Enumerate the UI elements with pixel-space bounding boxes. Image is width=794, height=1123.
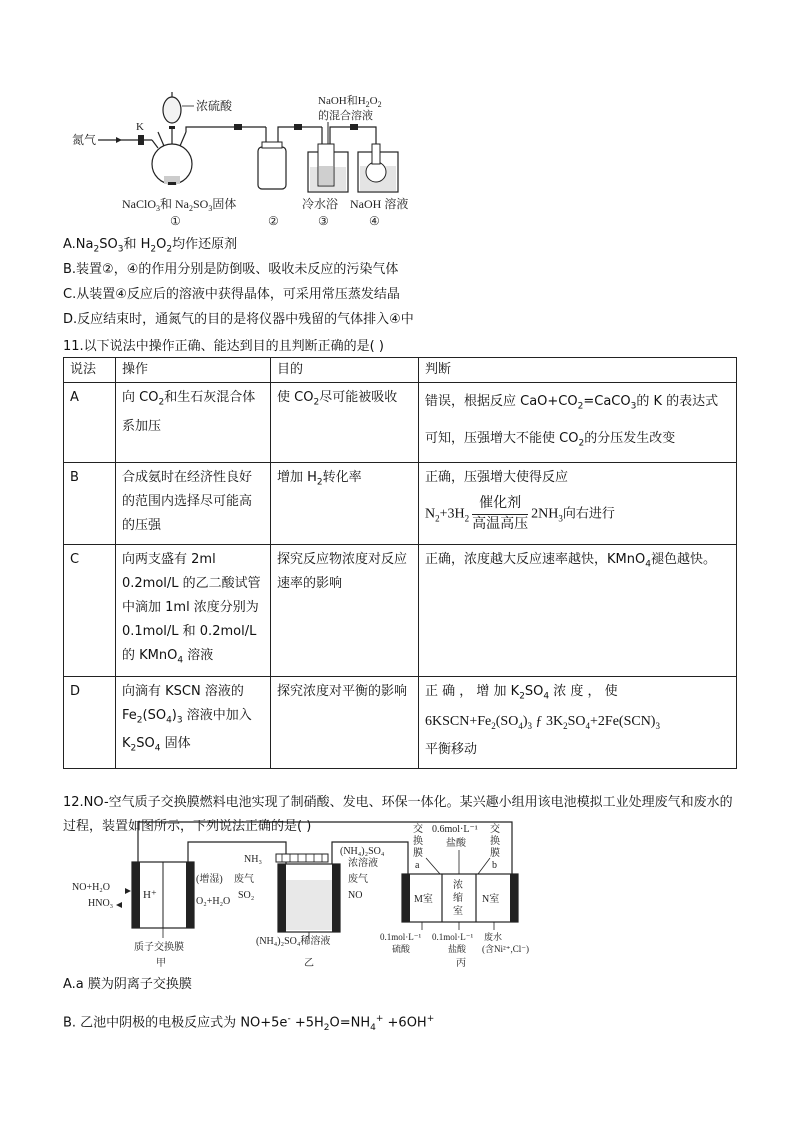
solid-reagent-label: NaClO$_3$和 $Na_2SO_3$固体: [122, 197, 237, 213]
judgement-text: 平衡移动: [425, 742, 478, 758]
q11-table: [63, 357, 737, 769]
judgement-cell: 正确，浓度越大反应速率越快，KMnO$_4$褪色越快。: [419, 545, 737, 677]
membrane-a-label-2: 换: [413, 836, 423, 847]
membrane-b-label-1: 交: [490, 824, 500, 835]
hcl-01-label-2: 盐酸: [448, 944, 467, 954]
device-number-3: ③: [318, 214, 329, 228]
operation-cell: 向滴有 KSCN 溶液的 $Fe_2(SO_4)_3$ 溶液中加入 $K_2SO_4$ 固体: [116, 676, 271, 768]
hcl-01-label-1: 0.1mol·L⁻¹: [432, 932, 474, 942]
judgement-cell: 错误，根据反应 $CaO+CO_2=CaCO_3$的 K 的表达式可知，压强增大不能使 $CO_2$的分压发生改变: [419, 383, 737, 463]
table-row-c: [64, 545, 737, 677]
membrane-a-label-1: 交: [413, 824, 423, 835]
q11-stem: 11.以下说法中操作正确、能达到目的且判断正确的是( ): [63, 339, 384, 354]
ammonia-label: NH₃: [244, 854, 262, 865]
dropping-funnel: [163, 97, 181, 123]
goal-cell: 使 $CO_2$尽可能被吸收: [271, 383, 419, 463]
m-room-label: M室: [414, 894, 433, 905]
conc-ammonium-sulfate-label-1: (NH₄)₂SO₄: [340, 846, 385, 857]
sulfuric-acid-label-2: 硫酸: [392, 944, 411, 954]
ammonia-equation: $N_2+3H_2$ 催化剂 高温高压 $2NH_3$向右进行: [425, 494, 730, 535]
n-room-label: N室: [482, 894, 500, 905]
operation-cell: 合成氨时在经济性良好的范围内选择尽可能高的压强: [116, 463, 271, 545]
conc-ammonium-sulfate-label-2: 浓溶液: [348, 858, 378, 869]
header-cell: 说法: [64, 358, 116, 383]
judgement-cell: [419, 676, 737, 768]
goal-cell: 探究浓度对平衡的影响: [271, 676, 419, 768]
operation-cell: 向两支盛有 2ml 0.2mol/L 的乙二酸试管中滴加 1ml 浓度分别为 0.1mol/L 和 0.2mol/L 的 KMnO$_4$ 溶液: [116, 545, 271, 677]
cell-jia-label: 甲: [156, 958, 166, 969]
dilute-ammonium-sulfate-label: (NH₄)₂SO₄稀溶液: [256, 936, 331, 947]
q10-option-b: B.装置②，④的作用分别是防倒吸、吸收未反应的污染气体: [63, 262, 399, 277]
cold-bath-label: 冷水浴: [302, 197, 339, 211]
goal-cell: 探究反应物浓度对反应速率的影响: [271, 545, 419, 677]
row-label: B: [64, 463, 116, 545]
waste-gas-right-label: 废气: [348, 874, 368, 885]
no-label: NO: [348, 890, 363, 901]
cell-yi-label: 乙: [304, 958, 314, 969]
no-water-label: NO+H₂O: [72, 882, 111, 893]
sulfuric-acid-label-1: 0.1mol·L⁻¹: [380, 932, 422, 942]
device-number-2: ②: [268, 214, 279, 228]
mixed-solution-label-2: 的混合溶液: [318, 110, 373, 122]
valve-k-label: K: [136, 121, 144, 133]
mixed-solution-label-1: NaOH和$H_2O_2$: [318, 95, 382, 109]
waste-gas-left-label: 废气: [234, 874, 254, 885]
humidified-label: (增湿): [196, 874, 223, 885]
table-row-a: [64, 383, 737, 463]
device-number-1: ①: [170, 214, 181, 228]
judgement-text: 正确，压强增大使得反应: [425, 470, 569, 486]
q10-option-c: C.从装置④反应后的溶液中获得晶体，可采用常压蒸发结晶: [63, 287, 400, 302]
judgement-text: 正 确 ， 增 加 $K_2SO_4$ 浓 度 ， 使: [425, 683, 618, 702]
table-row-d: [64, 676, 737, 768]
hcl-06-label-1: 0.6mol·L⁻¹: [432, 824, 478, 835]
header-cell: 判断: [419, 358, 737, 383]
reaction-condition: 催化剂 高温高压: [472, 496, 529, 533]
row-label: C: [64, 545, 116, 677]
membrane-b-label-4: b: [492, 860, 497, 871]
q10-option-a: $A.Na_2SO_3$和 $H_2O_2$均作还原剂: [63, 237, 238, 255]
proton-label: H⁺: [143, 889, 157, 901]
hcl-06-label-2: 盐酸: [446, 838, 466, 849]
apparatus-figure: [60, 92, 420, 232]
q10-option-d: D.反应结束时，通氮气的目的是将仪器中残留的气体排入④中: [63, 312, 414, 327]
q12-stem: 12.NO-空气质子交换膜燃料电池实现了制硝酸、发电、环保一体化。某兴趣小组用该电池模拟工业处理废气和废水的过程，装置如图所示，下列说法正确的是( ): [63, 795, 733, 834]
pem-label: 质子交换膜: [134, 942, 184, 953]
q12-option-b: B. 乙池中阴极的电极反应式为 $NO+5e^- +5H_2O=NH_4^+ +6OH^+$: [63, 1014, 435, 1033]
cell-bing-label: 丙: [456, 958, 466, 969]
concentrate-room-label-3: 室: [453, 906, 463, 917]
device-number-4: ④: [369, 214, 380, 228]
judgement-cell: [419, 463, 737, 545]
electrolysis-figure: [70, 818, 560, 970]
thiocyanate-equation: $6KSCN+Fe_2(SO_4)_3$ ƒ $3K_2SO_4+2Fe(SCN)_3$: [425, 714, 660, 732]
goal-cell: 增加 $H_2$转化率: [271, 463, 419, 545]
membrane-a-label-3: 膜: [413, 848, 423, 859]
nitrogen-label: 氮气: [72, 133, 97, 147]
header-cell: 目的: [271, 358, 419, 383]
row-label: D: [64, 676, 116, 768]
naoh-solution-label: NaOH 溶液: [350, 197, 409, 211]
table-row-b: [64, 463, 737, 545]
so2-label: SO₂: [238, 890, 255, 901]
waste-water-label-2: (含Ni²⁺,Cl⁻): [482, 944, 529, 954]
concentrate-room-label-1: 浓: [453, 880, 463, 891]
waste-water-label-1: 废水: [484, 932, 503, 942]
conc-sulfuric-acid-label: 浓硫酸: [196, 99, 233, 113]
membrane-b-label-3: 膜: [490, 848, 500, 859]
row-label: A: [64, 383, 116, 463]
concentrate-room-label-2: 缩: [453, 893, 463, 904]
table-header-row: [64, 358, 737, 383]
safety-bottle: [258, 147, 286, 189]
q12-option-a: A.a 膜为阴离子交换膜: [63, 977, 192, 992]
header-cell: 操作: [116, 358, 271, 383]
membrane-b-label-2: 换: [490, 836, 500, 847]
oxygen-water-label: O₂+H₂O: [196, 896, 231, 907]
membrane-a-label-4: a: [415, 860, 420, 871]
operation-cell: 向 $CO_2$和生石灰混合体系加压: [116, 383, 271, 463]
nitric-acid-label: HNO₃: [88, 898, 114, 909]
